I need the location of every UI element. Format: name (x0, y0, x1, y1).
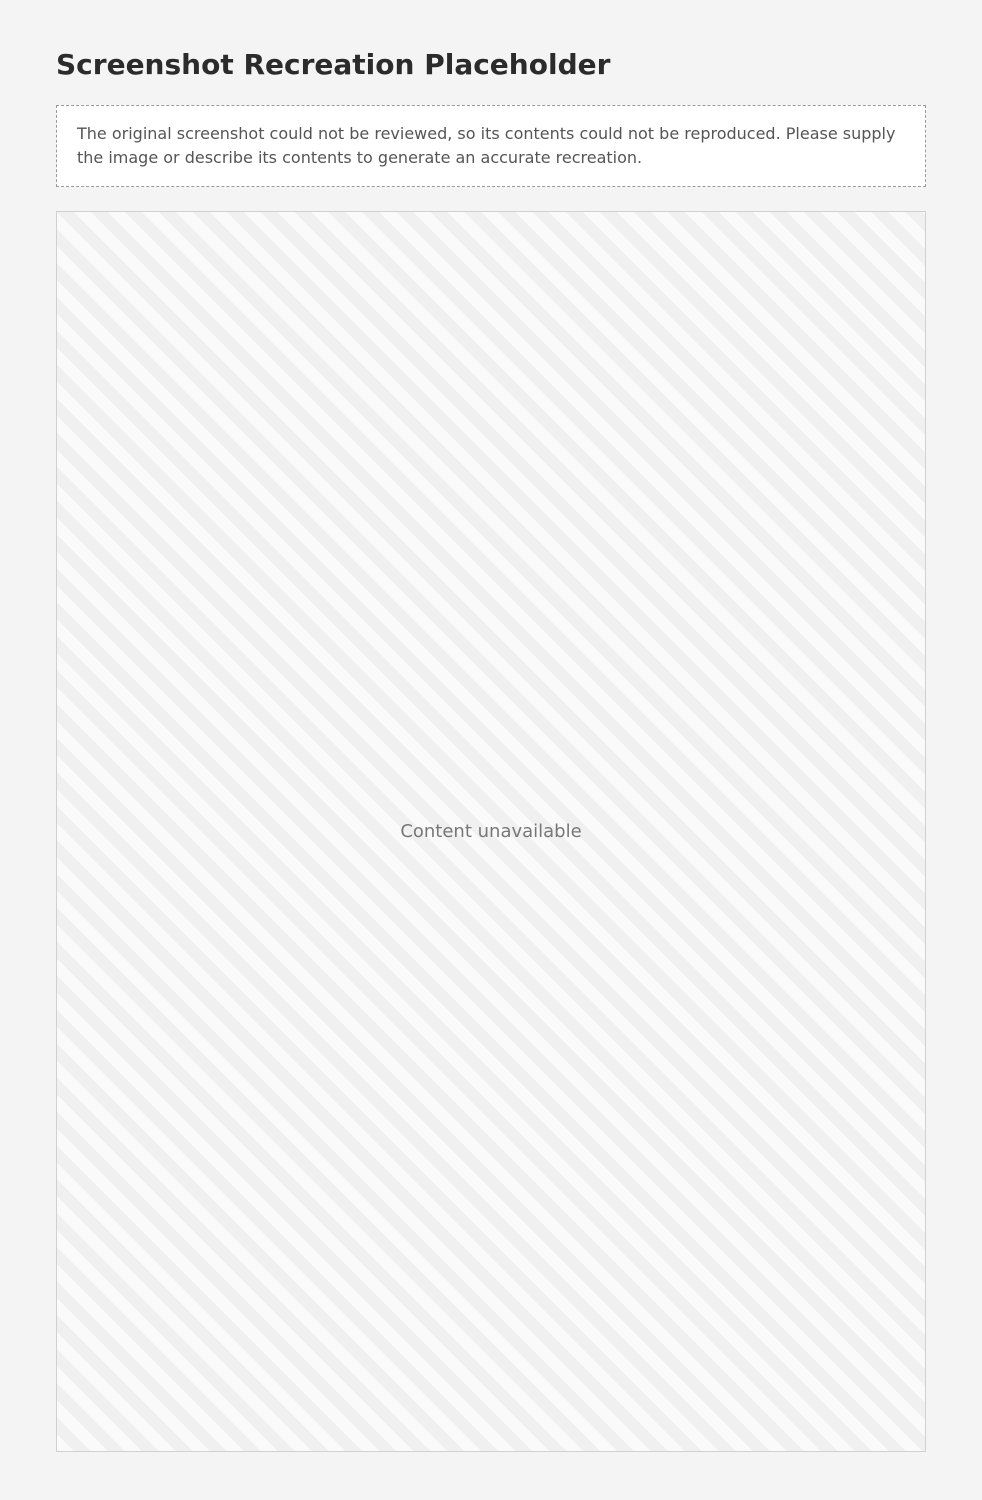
placeholder-label: Content unavailable (400, 821, 582, 842)
page-title: Screenshot Recreation Placeholder (56, 48, 611, 81)
placeholder-area (56, 211, 926, 1452)
notice-text: The original screenshot could not be reviewed, so its contents could not be reproduced. Please supply the image or describe its contents to generate an accurate recreation. (56, 105, 926, 187)
